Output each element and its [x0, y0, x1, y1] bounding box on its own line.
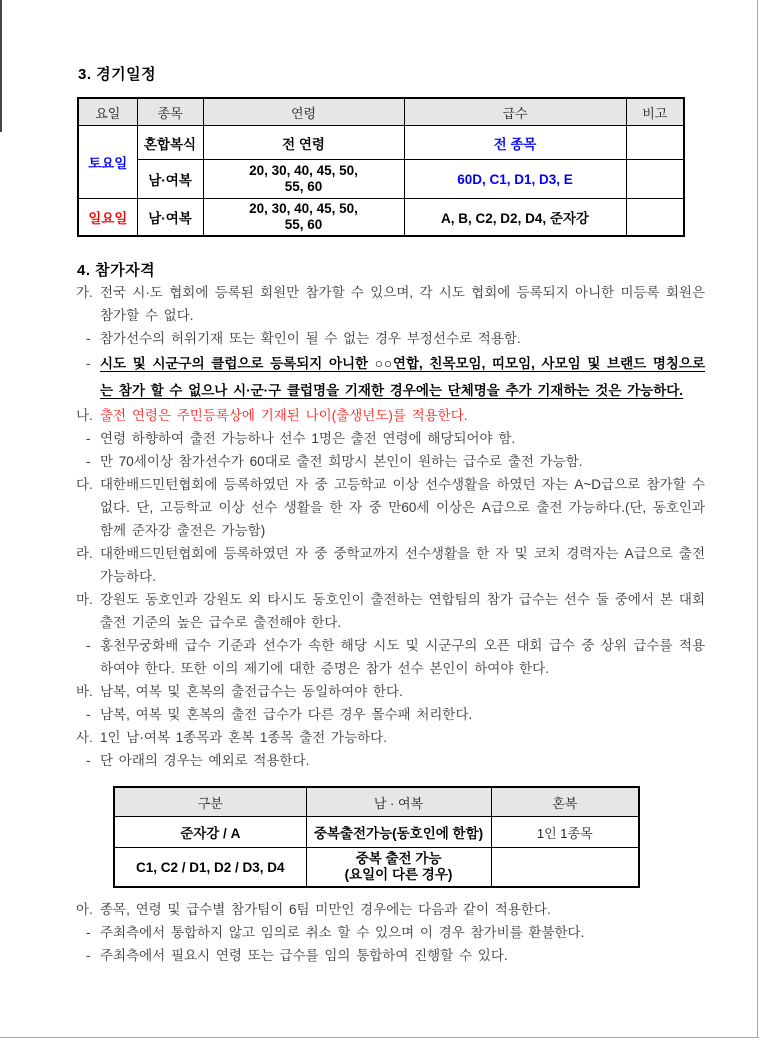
cell-age	[203, 160, 404, 199]
col-header-pairs: 남 · 여복	[306, 787, 491, 817]
para-ah	[76, 898, 705, 921]
item-label: -	[86, 431, 91, 446]
para-dash-emphasized	[86, 350, 705, 404]
table-row	[114, 848, 639, 888]
item-label: -	[86, 356, 91, 371]
item-text: 출전 연령은 주민등록상에 기재된 나이(출생년도)를 적용한다.	[100, 408, 468, 423]
col-header-event: 종목	[137, 98, 203, 126]
cell-mixed	[491, 848, 639, 888]
cell-day-sunday: 일요일	[78, 199, 137, 237]
para-dash	[86, 921, 705, 944]
para-dash	[86, 703, 705, 726]
cell-age: 전 연령	[203, 126, 404, 160]
item-label: -	[86, 948, 91, 963]
age-line-1: 20, 30, 40, 45, 50,	[249, 163, 358, 178]
item-label: -	[86, 753, 91, 768]
col-header-group: 구분	[114, 787, 306, 817]
page-border-right	[757, 0, 758, 1038]
item-text: 단 아래의 경우는 예외로 적용한다.	[100, 753, 310, 768]
para-dash	[86, 427, 705, 450]
item-text: 만 70세이상 참가선수가 60대로 출전 희망시 본인이 원하는 급수로 출전 가능함.	[100, 454, 583, 469]
schedule-header-row	[78, 98, 684, 126]
para-ga	[76, 281, 705, 327]
item-label: 사.	[76, 730, 93, 745]
schedule-table	[77, 97, 685, 237]
age-line-1: 20, 30, 40, 45, 50,	[249, 201, 358, 216]
item-label: -	[86, 638, 91, 653]
col-header-grade: 급수	[404, 98, 626, 126]
cell-note	[626, 160, 684, 199]
table-row	[78, 160, 684, 199]
para-da	[76, 473, 705, 542]
item-label: 마.	[76, 592, 93, 607]
item-label: 라.	[76, 546, 93, 561]
item-text: 홍천무궁화배 급수 기준과 선수가 속한 해당 시도 및 시군구의 오픈 대회 급수 중 상위 급수를 적용하여야 한다. 또한 이의 제기에 대한 증명은 참가 선수 본인이 하여야 한다.	[100, 638, 705, 676]
table-row	[114, 817, 639, 848]
page-border-left	[0, 0, 2, 132]
item-text: 종목, 연령 및 급수별 참가팀이 6팀 미만인 경우에는 다음과 같이 적용한다.	[100, 902, 551, 917]
item-text: 시도 및 시군구의 클럽으로 등록되지 아니한 ○○연합, 친목모임, 띠모임, 사모임 및 브랜드 명칭으로는 참가 할 수 없으나 시·군·구 클럽명을 기재한 경우에는 단체명을 추가 기재하는 것은 가능하다.	[100, 356, 705, 398]
item-label: -	[86, 707, 91, 722]
pairs-line-2: (요일이 다른 경우)	[344, 867, 453, 882]
para-ra	[76, 542, 705, 588]
item-text: 전국 시·도 협회에 등록된 회원만 참가할 수 있으며, 각 시도 협회에 등록되지 아니한 미등록 회원은 참가할 수 없다.	[100, 285, 705, 323]
para-ba	[76, 680, 705, 703]
cell-age	[203, 199, 404, 237]
col-header-age: 연령	[203, 98, 404, 126]
col-header-day: 요일	[78, 98, 137, 126]
table-row	[78, 199, 684, 237]
item-label: 다.	[76, 477, 93, 492]
item-text: 대한배드민턴협회에 등록하였던 자 중 고등학교 이상 선수생활을 하였던 자는 A~D급으로 참가할 수 없다. 단, 고등학교 이상 선수 생활을 한 자 중 만60세 이상은 A급으로 출전 가능하다.(단, 동호인과 함께 준자강 출전은 가능함)	[100, 477, 705, 538]
para-ma	[76, 588, 705, 634]
item-text: 남복, 여복 및 혼복의 출전급수는 동일하여야 한다.	[100, 684, 403, 699]
col-header-mixed: 혼복	[491, 787, 639, 817]
cell-day-saturday: 토요일	[78, 126, 137, 199]
cell-grade: A, B, C2, D2, D4, 준자강	[404, 199, 626, 237]
para-dash	[86, 749, 705, 772]
para-dash	[86, 944, 705, 967]
cell-event: 혼합복식	[137, 126, 203, 160]
cell-group: C1, C2 / D1, D2 / D3, D4	[114, 848, 306, 888]
item-label: 아.	[76, 902, 93, 917]
item-text: 주최측에서 필요시 연령 또는 급수를 임의 통합하여 진행할 수 있다.	[100, 948, 508, 963]
section-3-heading: 3. 경기일정	[78, 66, 157, 83]
age-line-2: 55, 60	[284, 179, 323, 194]
col-header-note: 비고	[626, 98, 684, 126]
item-label: -	[86, 454, 91, 469]
exception-header-row	[114, 787, 639, 817]
cell-note	[626, 199, 684, 237]
page-border-bottom	[0, 1037, 759, 1038]
cell-group: 준자강 / A	[114, 817, 306, 848]
item-text: 남복, 여복 및 혼복의 출전 급수가 다른 경우 몰수패 처리한다.	[100, 707, 473, 722]
item-text: 주최측에서 통합하지 않고 임의로 취소 할 수 있으며 이 경우 참가비를 환불한다.	[100, 925, 585, 940]
eligibility-body	[0, 281, 712, 967]
item-text: 연령 하향하여 출전 가능하나 선수 1명은 출전 연령에 해당되어야 함.	[100, 431, 516, 446]
cell-grade: 60D, C1, D1, D3, E	[404, 160, 626, 199]
para-dash	[86, 450, 705, 473]
item-text: 대한배드민턴협회에 등록하였던 자 중 중학교까지 선수생활을 한 자 및 코치 경력자는 A급으로 출전 가능하다.	[100, 546, 705, 584]
cell-pairs: 중복출전가능(동호인에 한함)	[306, 817, 491, 848]
item-label: 나.	[76, 408, 93, 423]
exception-table	[113, 786, 640, 888]
age-line-2: 55, 60	[284, 217, 323, 232]
para-sa	[76, 726, 705, 749]
para-na	[76, 404, 705, 427]
item-label: -	[86, 331, 91, 346]
cell-event: 남·여복	[137, 199, 203, 237]
pairs-line-1: 중복 출전 가능	[355, 851, 442, 866]
cell-pairs	[306, 848, 491, 888]
item-label: -	[86, 925, 91, 940]
item-text: 강원도 동호인과 강원도 외 타시도 동호인이 출전하는 연합팀의 참가 급수는 선수 둘 중에서 본 대회 출전 기준의 높은 급수로 출전해야 한다.	[100, 592, 705, 630]
item-text: 참가선수의 허위기재 또는 확인이 될 수 없는 경우 부정선수로 적용함.	[100, 331, 521, 346]
cell-mixed: 1인 1종목	[491, 817, 639, 848]
item-label: 가.	[76, 285, 93, 300]
section-4-heading: 4. 참가자격	[77, 262, 156, 279]
cell-grade: 전 종목	[404, 126, 626, 160]
cell-event: 남·여복	[137, 160, 203, 199]
cell-note	[626, 126, 684, 160]
table-row	[78, 126, 684, 160]
para-dash	[86, 634, 705, 680]
item-label: 바.	[76, 684, 93, 699]
item-text: 1인 남·여복 1종목과 혼복 1종목 출전 가능하다.	[100, 730, 387, 745]
para-dash	[86, 327, 705, 350]
